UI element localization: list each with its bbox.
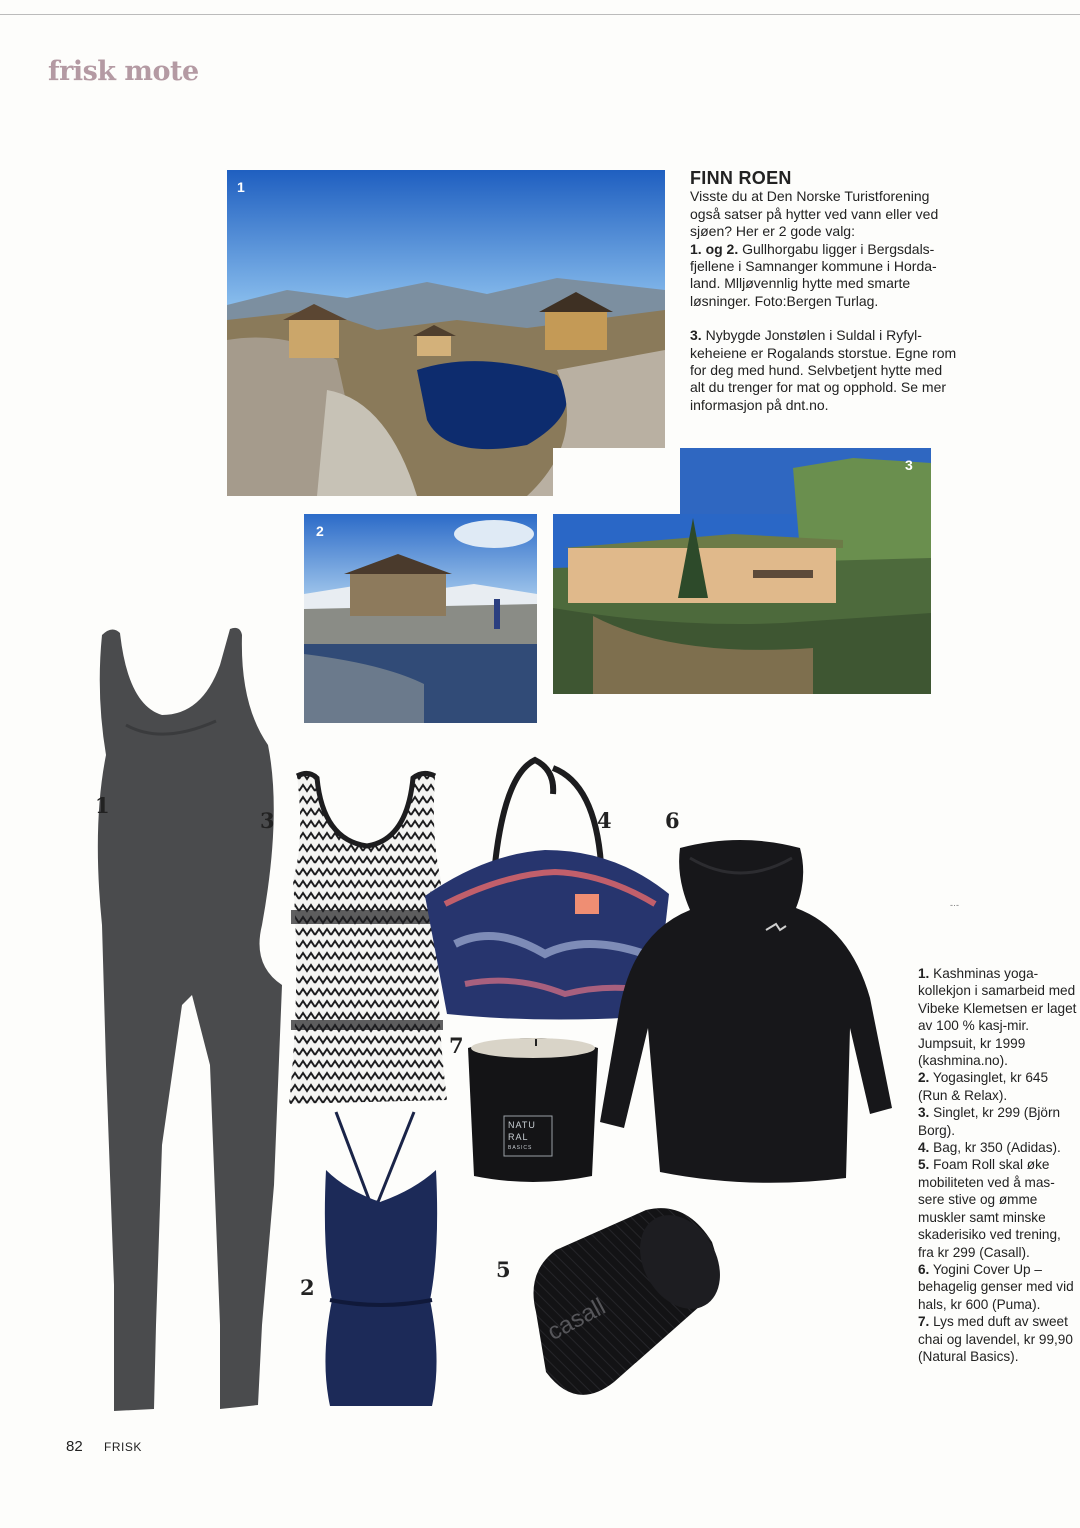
caption-text: Yogasinglet, kr 645 (Run & Relax). <box>918 1070 1049 1103</box>
item-text: Nybygde Jonstølen i Suldal i Ryfyl-keheiene er Rogalands storstue. Egne rom for deg med hund. Selvbetjent hytte med alt du trenger for mat og opphold. Se mer informasjon på dnt.no. <box>690 327 957 413</box>
caption-7 <box>918 1313 1078 1365</box>
candle-label-line-1: NATU <box>508 1120 536 1130</box>
caption-number: 6. <box>918 1261 930 1277</box>
product-label-5: 5 <box>496 1257 511 1282</box>
product-label-7: 7 <box>449 1033 464 1058</box>
caption-number: 7. <box>918 1314 930 1330</box>
article-item-3 <box>690 327 960 414</box>
article-intro: Visste du at Den Norske Turistforening også satser på hytter ved vann eller ved sjøen? Her er 2 gode valg: <box>690 188 939 240</box>
caption-text: Foam Roll skal øke mobiliteten ved å mas-sere stive og ømme muskler samt minske skaderisiko ved trening, fra kr 299 (Casall). <box>918 1157 1061 1260</box>
caption-text: Singlet, kr 299 (Björn Borg). <box>918 1105 1061 1138</box>
candle-label-line-3: BASICS <box>508 1145 533 1151</box>
product-label-6: 6 <box>665 808 680 833</box>
page-number: 82 <box>66 1438 83 1455</box>
caption-3 <box>918 1104 1078 1139</box>
product-label-1: 1 <box>95 793 110 818</box>
product-label-4: 4 <box>597 808 612 833</box>
product-label-3: 3 <box>260 808 275 833</box>
product-label-2: 2 <box>300 1275 315 1300</box>
photo-number: 3 <box>905 457 913 473</box>
photo-gullhorgabu-cabin <box>304 514 537 723</box>
product-cover-up <box>600 838 894 1188</box>
photo-number: 1 <box>237 179 245 195</box>
caption-number: 5. <box>918 1157 930 1173</box>
product-captions <box>918 965 1078 1365</box>
caption-number: 1. <box>918 966 930 981</box>
article <box>690 170 960 414</box>
caption-4 <box>918 1139 1078 1156</box>
magazine-name: FRISK <box>104 1440 142 1454</box>
photo-jonstolen-cabin <box>553 448 931 694</box>
caption-text: Bag, kr 350 (Adidas). <box>933 1140 1061 1156</box>
caption-1 <box>918 965 1078 1069</box>
product-navy-singlet <box>316 1110 446 1410</box>
caption-number: 2. <box>918 1070 930 1086</box>
caption-text: Kashminas yoga-kollekjon i samarbeid med Vibeke Klemetsen er laget av 100 % kasj-mir. Jumpsuit, kr 1999 (kashmina.no). <box>918 966 1077 1069</box>
caption-5 <box>918 1156 1078 1260</box>
product-candle <box>466 1034 600 1184</box>
caption-2 <box>918 1069 1078 1104</box>
article-item-1-2 <box>690 241 960 311</box>
caption-text: Lys med duft av sweet chai og lavendel, kr 99,90 (Natural Basics). <box>918 1314 1073 1364</box>
photo-number: 2 <box>316 523 324 539</box>
caption-6 <box>918 1261 1078 1313</box>
caption-number: 3. <box>918 1105 930 1121</box>
caption-number: 4. <box>918 1140 930 1156</box>
item-number: 3. <box>690 327 702 344</box>
item-number: 1. og 2. <box>690 240 739 257</box>
product-jumpsuit <box>92 625 284 1413</box>
article-heading: FINN ROEN <box>690 168 792 188</box>
caption-text: Yogini Cover Up – behagelig genser med vid hals, kr 600 (Puma). <box>918 1261 1074 1312</box>
item-text: Gullhorgabu ligger i Bergsdals-fjellene i Samnanger kommune i Horda-land. Mlljøvennlig hytte med smarte løsninger. Foto:Bergen Turlag. <box>690 240 937 309</box>
speck: -·- <box>950 900 959 910</box>
section-title: frisk mote <box>48 56 199 87</box>
product-foam-roller <box>526 1202 722 1412</box>
candle-label-line-2: RAL <box>508 1132 529 1142</box>
top-rule <box>0 14 1080 15</box>
roller-brand-text: casall <box>543 1293 610 1346</box>
